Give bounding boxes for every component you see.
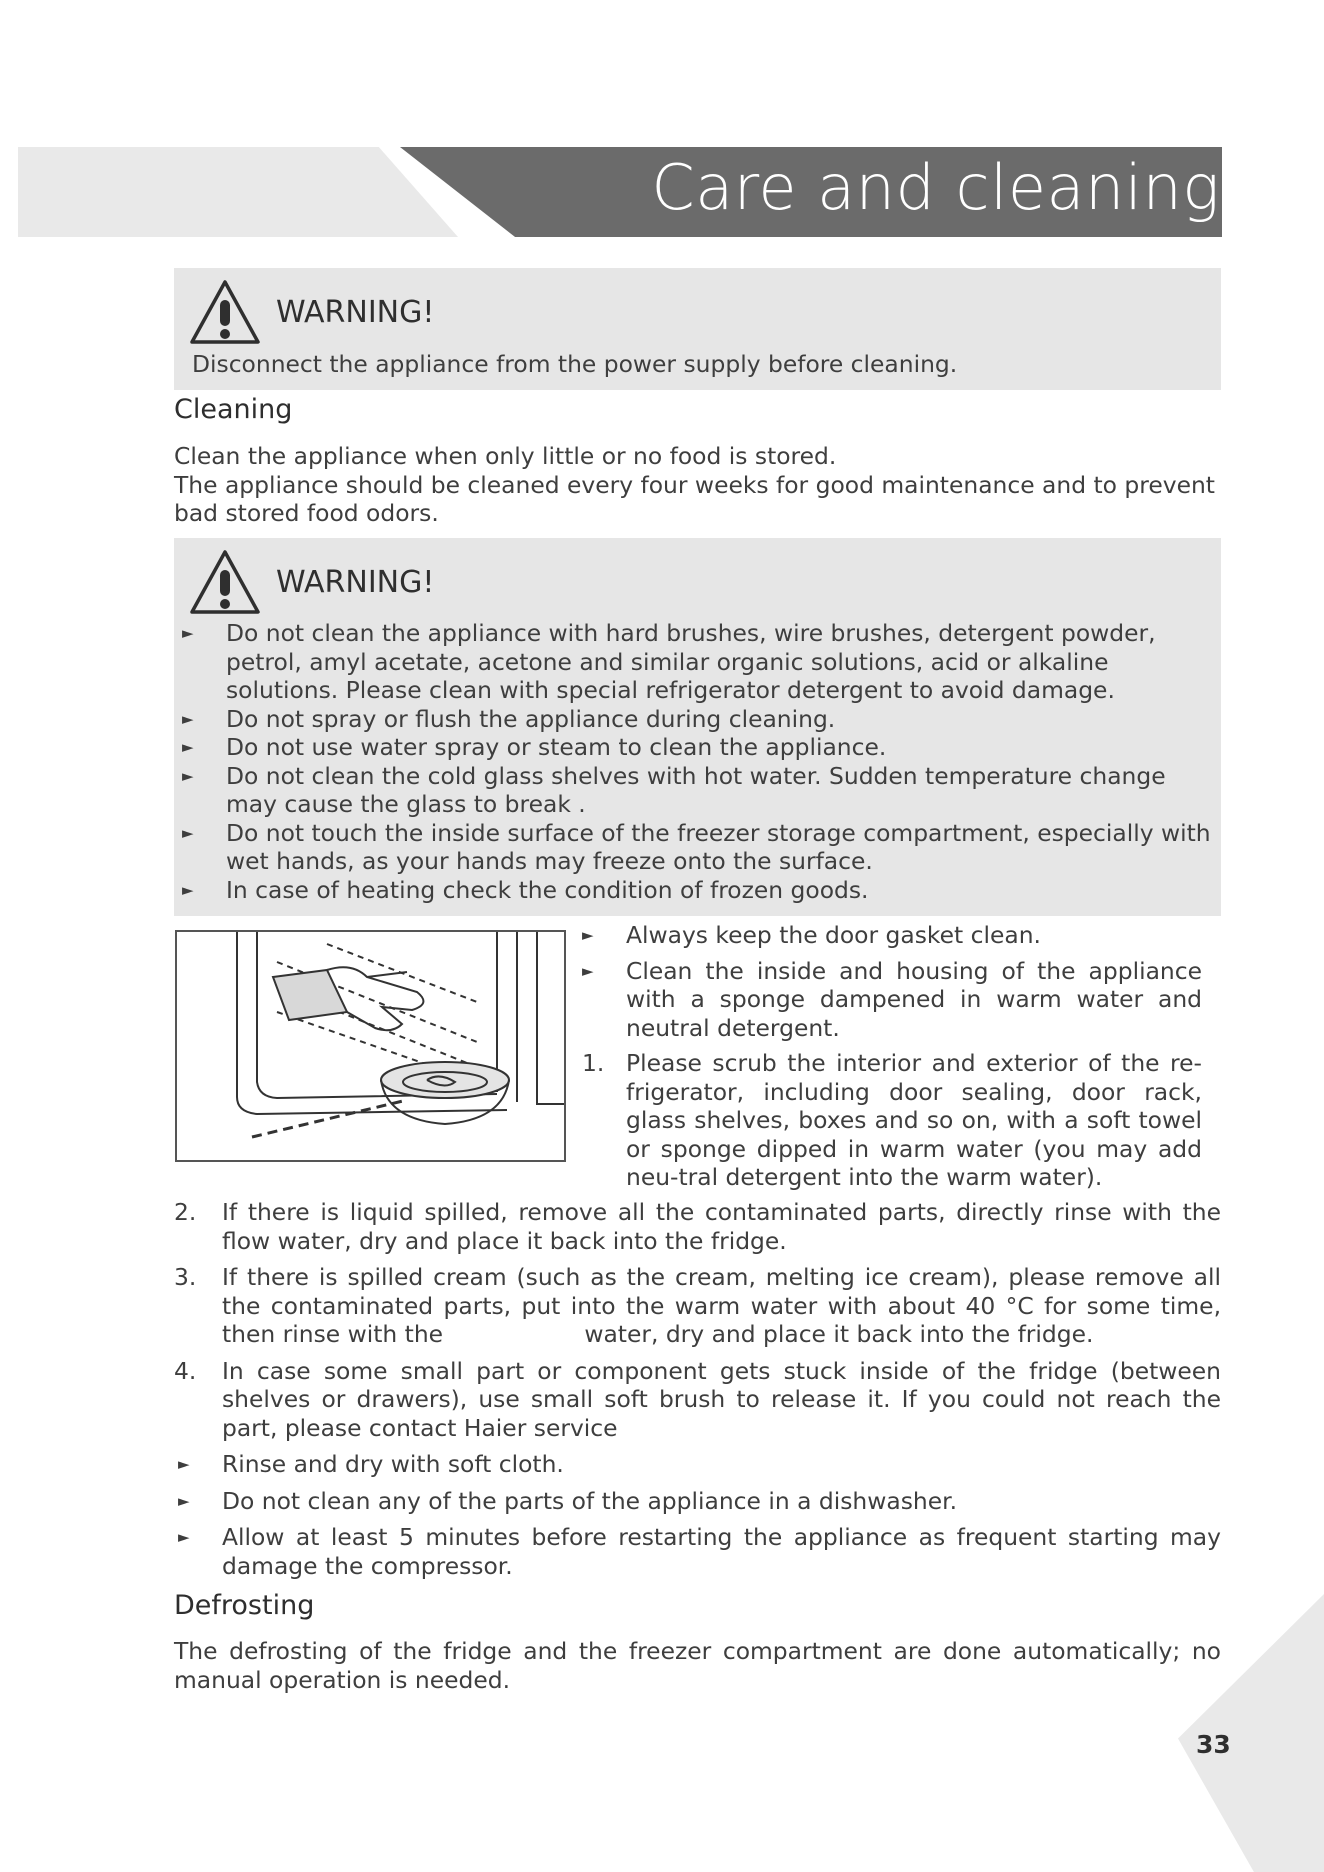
step-text: Please scrub the interior and exterior of the re-frigerator, including door sealing, door rack, glass shelves, boxes and so on, with a soft towel or sponge dipped in warm water (you may add neu-tral detergent into the warm water). bbox=[626, 1049, 1202, 1191]
warning-box-power bbox=[174, 268, 1221, 390]
warning-box-cleaning bbox=[174, 538, 1221, 916]
step-item bbox=[174, 1263, 1229, 1349]
step-number: 4. bbox=[174, 1356, 197, 1385]
cleaning-illustration bbox=[175, 930, 566, 1162]
list-item: ► Do not spray or flush the appliance during cleaning. bbox=[178, 705, 1216, 734]
warning-title: WARNING! bbox=[276, 294, 435, 330]
step-item bbox=[174, 1198, 1221, 1255]
list-item: ► Allow at least 5 minutes before restarting the appliance as frequent starting may damage the compressor. bbox=[174, 1523, 1221, 1580]
warning-triangle-icon bbox=[188, 278, 262, 346]
step-text: If there is liquid spilled, remove all the contaminated parts, directly rinse with the flow water, dry and place it back into the fridge. bbox=[222, 1198, 1221, 1255]
step-item bbox=[174, 1357, 1221, 1443]
list-item: ► Do not clean any of the parts of the appliance in a dishwasher. bbox=[174, 1487, 1221, 1516]
list-item: ► Do not touch the inside surface of the freezer storage compartment, especially with wet hands, as your hands may freeze onto the surface. bbox=[178, 819, 1216, 876]
step-text: If there is spilled cream (such as the cream, melting ice cream), please remove all the contaminated parts, put into the warm water with about 40 °C for some time, then rinse with the water, dry and place it back into the fridge. bbox=[222, 1263, 1229, 1348]
defrosting-heading: Defrosting bbox=[174, 1590, 315, 1621]
list-item: ► Do not clean the cold glass shelves with hot water. Sudden temperature change may cause the glass to break . bbox=[178, 762, 1216, 819]
list-item: ► Clean the inside and housing of the appliance with a sponge dampened in warm water and neutral detergent. bbox=[578, 957, 1202, 1043]
warning-header bbox=[188, 548, 434, 616]
page-title: Care and cleaning bbox=[651, 151, 1220, 224]
warning-title: WARNING! bbox=[276, 564, 435, 600]
warning-bullet-list bbox=[178, 619, 1216, 904]
step-number: 3. bbox=[174, 1263, 197, 1291]
list-item: ► In case of heating check the condition of frozen goods. bbox=[178, 876, 1216, 905]
cleaning-paragraph-1: Clean the appliance when only little or no food is stored. bbox=[174, 442, 837, 470]
list-item: ► Rinse and dry with soft cloth. bbox=[174, 1450, 1221, 1479]
step-number: 1. bbox=[582, 1049, 605, 1077]
cleaning-heading: Cleaning bbox=[174, 394, 293, 425]
step-number: 2. bbox=[174, 1198, 197, 1226]
right-column bbox=[578, 921, 1202, 1192]
list-item: ► Do not use water spray or steam to clean the appliance. bbox=[178, 733, 1216, 762]
final-bullet-list bbox=[174, 1450, 1221, 1580]
list-item: ► Always keep the door gasket clean. bbox=[578, 921, 1202, 950]
care-bullet-list bbox=[578, 921, 1202, 1042]
header-band-light bbox=[18, 147, 458, 237]
cleaning-intro bbox=[174, 442, 1221, 528]
warning-triangle-icon bbox=[188, 548, 262, 616]
list-item: ► Do not clean the appliance with hard brushes, wire brushes, detergent powder, petrol, amyl acetate, acetone and similar organic solutions, acid or alkaline solutions. Please clean with special refrigerator detergent to avoid damage. bbox=[178, 619, 1216, 705]
step-item bbox=[578, 1049, 1202, 1192]
warning-header bbox=[188, 278, 434, 346]
cleaning-paragraph-2: The appliance should be cleaned every four weeks for good maintenance and to prevent bad stored food odors. bbox=[174, 470, 1215, 527]
warning-text: Disconnect the appliance from the power supply before cleaning. bbox=[192, 350, 958, 378]
page-number: 33 bbox=[1196, 1730, 1231, 1759]
defrosting-text: The defrosting of the fridge and the freezer compartment are done automatically; no manual operation is needed. bbox=[174, 1637, 1221, 1694]
sponge-cleaning-illustration bbox=[177, 932, 564, 1160]
steps-list bbox=[174, 1198, 1229, 1580]
step-text: In case some small part or component gets stuck inside of the fridge (between shelves or drawers), use small soft brush to release it. If you could not reach the part, please contact Haier service bbox=[222, 1356, 1221, 1442]
